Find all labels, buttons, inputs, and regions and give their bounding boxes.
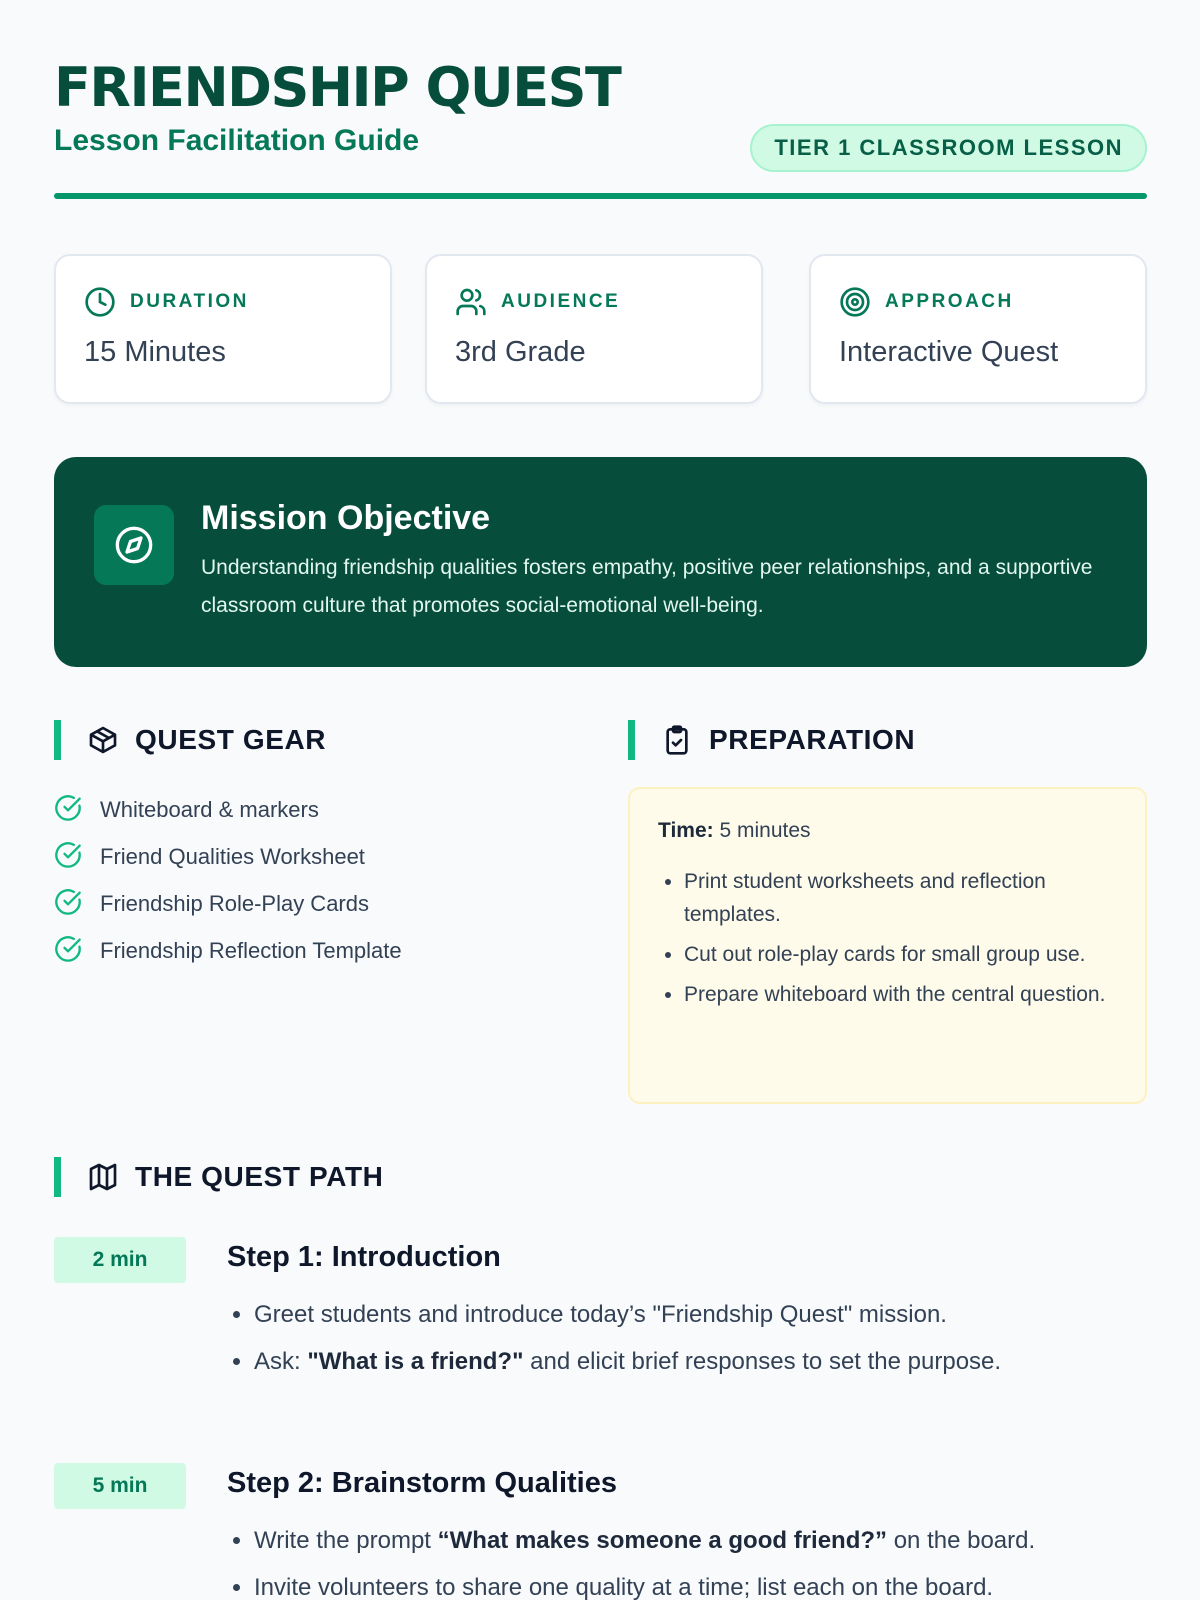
step-bullet bbox=[254, 1297, 1147, 1333]
clock-icon bbox=[84, 286, 116, 318]
mission-text: Understanding friendship qualities fosters empathy, positive peer relationships, and a supportive classroom culture that promotes social-emotional well-being. bbox=[201, 556, 1093, 617]
prep-time-label: Time: bbox=[658, 819, 714, 842]
audience-label-row bbox=[455, 286, 620, 318]
header-divider bbox=[54, 193, 1147, 199]
quest-path-title: THE QUEST PATH bbox=[135, 1161, 384, 1192]
step-duration-badge: 2 min bbox=[54, 1237, 186, 1283]
mission-objective-panel bbox=[54, 457, 1147, 667]
bullet-text: and elicit brief responses to set the purpose. bbox=[523, 1348, 1002, 1375]
gear-item bbox=[54, 786, 594, 833]
duration-label-row bbox=[84, 286, 249, 318]
bullet-text: Invite volunteers to share one quality at a time; list each on the board. bbox=[254, 1574, 994, 1600]
approach-value: Interactive Quest bbox=[839, 336, 1059, 368]
duration-card bbox=[54, 254, 392, 404]
gear-item-label: Friendship Reflection Template bbox=[100, 937, 402, 963]
bullet-text: Greet students and introduce today’s "Friendship Quest" mission. bbox=[254, 1301, 947, 1328]
users-icon bbox=[455, 286, 487, 318]
prep-item: • Cut out role-play cards for small group use. bbox=[684, 938, 1124, 971]
audience-card bbox=[425, 254, 763, 404]
page-title: FRIENDSHIP QUEST bbox=[54, 56, 621, 119]
step-bullets bbox=[254, 1523, 1147, 1600]
step-bullet bbox=[254, 1344, 1147, 1380]
preparation-title: PREPARATION bbox=[709, 724, 916, 755]
gear-item bbox=[54, 833, 594, 880]
step-bullets bbox=[254, 1297, 1147, 1391]
map-icon bbox=[87, 1161, 119, 1193]
preparation-heading bbox=[628, 720, 915, 760]
preparation-box bbox=[628, 787, 1147, 1104]
lesson-guide-page bbox=[54, 0, 1147, 1600]
bullet-bold-text: "What is a friend?" bbox=[307, 1348, 524, 1375]
box-icon bbox=[87, 724, 119, 756]
gear-item-label: Friend Qualities Worksheet bbox=[100, 843, 365, 869]
duration-value: 15 Minutes bbox=[84, 336, 226, 368]
approach-label-row bbox=[839, 286, 1014, 318]
bullet-text: on the board. bbox=[887, 1527, 1036, 1554]
prep-item: • Print student worksheets and reflection templates. bbox=[684, 865, 1124, 931]
audience-value: 3rd Grade bbox=[455, 336, 586, 368]
prep-time-value: 5 minutes bbox=[719, 819, 811, 842]
check-circle-icon bbox=[54, 841, 86, 873]
approach-card bbox=[809, 254, 1147, 404]
clipboard-check-icon bbox=[661, 724, 693, 756]
step-title: Step 2: Brainstorm Qualities bbox=[227, 1467, 617, 1499]
compass-icon bbox=[94, 505, 174, 585]
duration-label: DURATION bbox=[130, 291, 249, 312]
tier-badge: TIER 1 CLASSROOM LESSON bbox=[750, 124, 1147, 172]
quest-gear-heading bbox=[54, 720, 326, 760]
bullet-text: Ask: bbox=[254, 1348, 308, 1375]
audience-label: AUDIENCE bbox=[501, 291, 621, 312]
prep-time bbox=[658, 819, 811, 843]
step-bullet bbox=[254, 1570, 1147, 1600]
check-circle-icon bbox=[54, 888, 86, 920]
step-title: Step 1: Introduction bbox=[227, 1241, 501, 1273]
bullet-bold-text: “What makes someone a good friend?” bbox=[437, 1527, 888, 1554]
quest-path-heading bbox=[54, 1157, 383, 1197]
quest-gear-list bbox=[54, 786, 594, 974]
gear-item bbox=[54, 880, 594, 927]
gear-item-label: Friendship Role-Play Cards bbox=[100, 890, 369, 916]
approach-label: APPROACH bbox=[885, 291, 1014, 312]
page-subtitle: Lesson Facilitation Guide bbox=[54, 124, 420, 157]
gear-item bbox=[54, 927, 594, 974]
quest-gear-title: QUEST GEAR bbox=[135, 724, 327, 755]
mission-title: Mission Objective bbox=[201, 499, 491, 537]
prep-item: • Prepare whiteboard with the central question. bbox=[684, 978, 1124, 1011]
check-circle-icon bbox=[54, 794, 86, 826]
bullet-text: Write the prompt bbox=[254, 1527, 438, 1554]
prep-list bbox=[684, 865, 1124, 1018]
gear-item-label: Whiteboard & markers bbox=[100, 796, 319, 822]
step-bullet bbox=[254, 1523, 1147, 1559]
target-icon bbox=[839, 286, 871, 318]
check-circle-icon bbox=[54, 935, 86, 967]
step-duration-badge: 5 min bbox=[54, 1463, 186, 1509]
